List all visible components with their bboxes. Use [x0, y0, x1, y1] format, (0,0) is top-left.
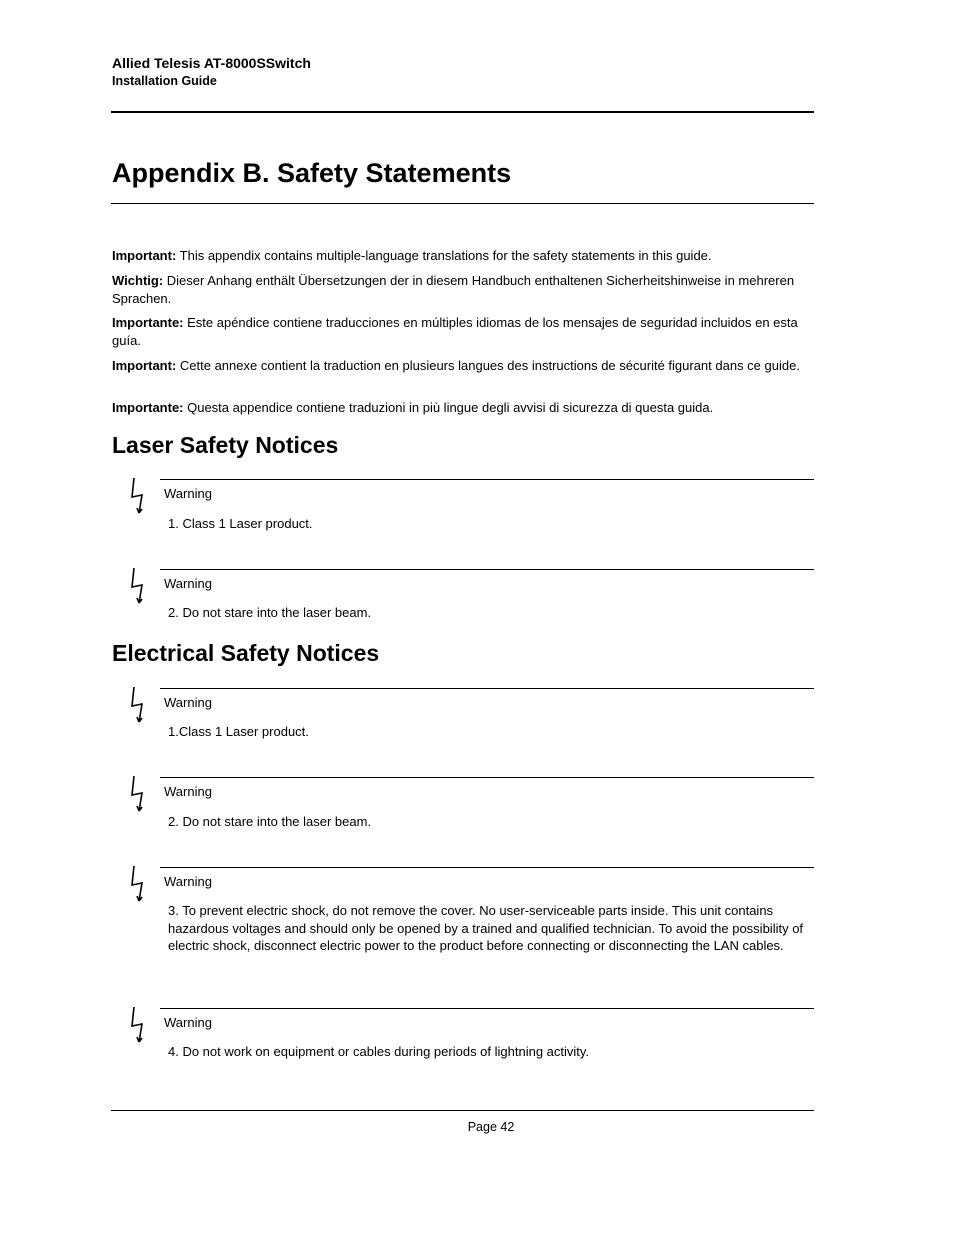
lightning-bolt-icon: [128, 775, 148, 813]
warning-label: Warning: [164, 576, 212, 591]
warning-label: Warning: [164, 486, 212, 501]
lightning-bolt-icon: [128, 686, 148, 724]
page-number: Page 42: [467, 1120, 515, 1134]
intro-paragraph-english: Important: This appendix contains multiple-language translations for the safety statements in this guide.: [112, 248, 712, 263]
warning-rule: [160, 688, 814, 689]
warning-rule: [160, 479, 814, 480]
warning-rule: [160, 1008, 814, 1009]
intro-paragraph-german: Wichtig: Dieser Anhang enthält Übersetzungen der in diesem Handbuch enthaltenen Sicherheitshinweise in mehreren Sprachen.: [112, 273, 795, 306]
warning-text: 4. Do not work on equipment or cables during periods of lightning activity.: [168, 1044, 590, 1059]
warning-label: Warning: [164, 874, 212, 889]
lightning-bolt-icon: [128, 567, 148, 605]
warning-label: Warning: [164, 784, 212, 799]
warning-rule: [160, 777, 814, 778]
document-title: Allied Telesis AT-8000SSwitch: [112, 55, 311, 71]
intro-paragraph-french: Important: Cette annexe contient la traduction en plusieurs langues des instructions de sécurité figurant dans ce guide.: [112, 358, 800, 373]
lightning-bolt-icon: [128, 1006, 148, 1044]
laser-safety-heading: Laser Safety Notices: [112, 432, 339, 458]
intro-paragraph-spanish: Importante: Este apéndice contiene traducciones en múltiples idiomas de los mensajes de seguridad incluidos en esta guía.: [112, 315, 798, 348]
warning-label: Warning: [164, 695, 212, 710]
lightning-bolt-icon: [128, 865, 148, 903]
page-title: Appendix B. Safety Statements: [112, 158, 512, 188]
warning-text: 1. Class 1 Laser product.: [168, 516, 313, 531]
warning-text: 3. To prevent electric shock, do not remove the cover. No user-serviceable parts inside. This unit contains hazardous voltages and should only be opened by a trained and qualified technician. To avoid the possibility of electric shock, disconnect electric power to the product before connecting or disconnecting the LAN cables.: [168, 903, 804, 953]
warning-rule: [160, 569, 814, 570]
warning-rule: [160, 867, 814, 868]
header-rule: [111, 111, 814, 113]
electrical-safety-heading: Electrical Safety Notices: [112, 640, 380, 666]
warning-label: Warning: [164, 1015, 212, 1030]
intro-paragraph-italian: Importante: Questa appendice contiene traduzioni in più lingue degli avvisi di sicurezza di questa guida.: [112, 400, 714, 415]
lightning-bolt-icon: [128, 477, 148, 515]
warning-text: 1.Class 1 Laser product.: [168, 724, 309, 739]
footer-rule: [111, 1110, 814, 1111]
warning-text: 2. Do not stare into the laser beam.: [168, 814, 372, 829]
warning-text: 2. Do not stare into the laser beam.: [168, 605, 372, 620]
title-rule: [111, 203, 814, 204]
document-subtitle: Installation Guide: [112, 74, 217, 88]
